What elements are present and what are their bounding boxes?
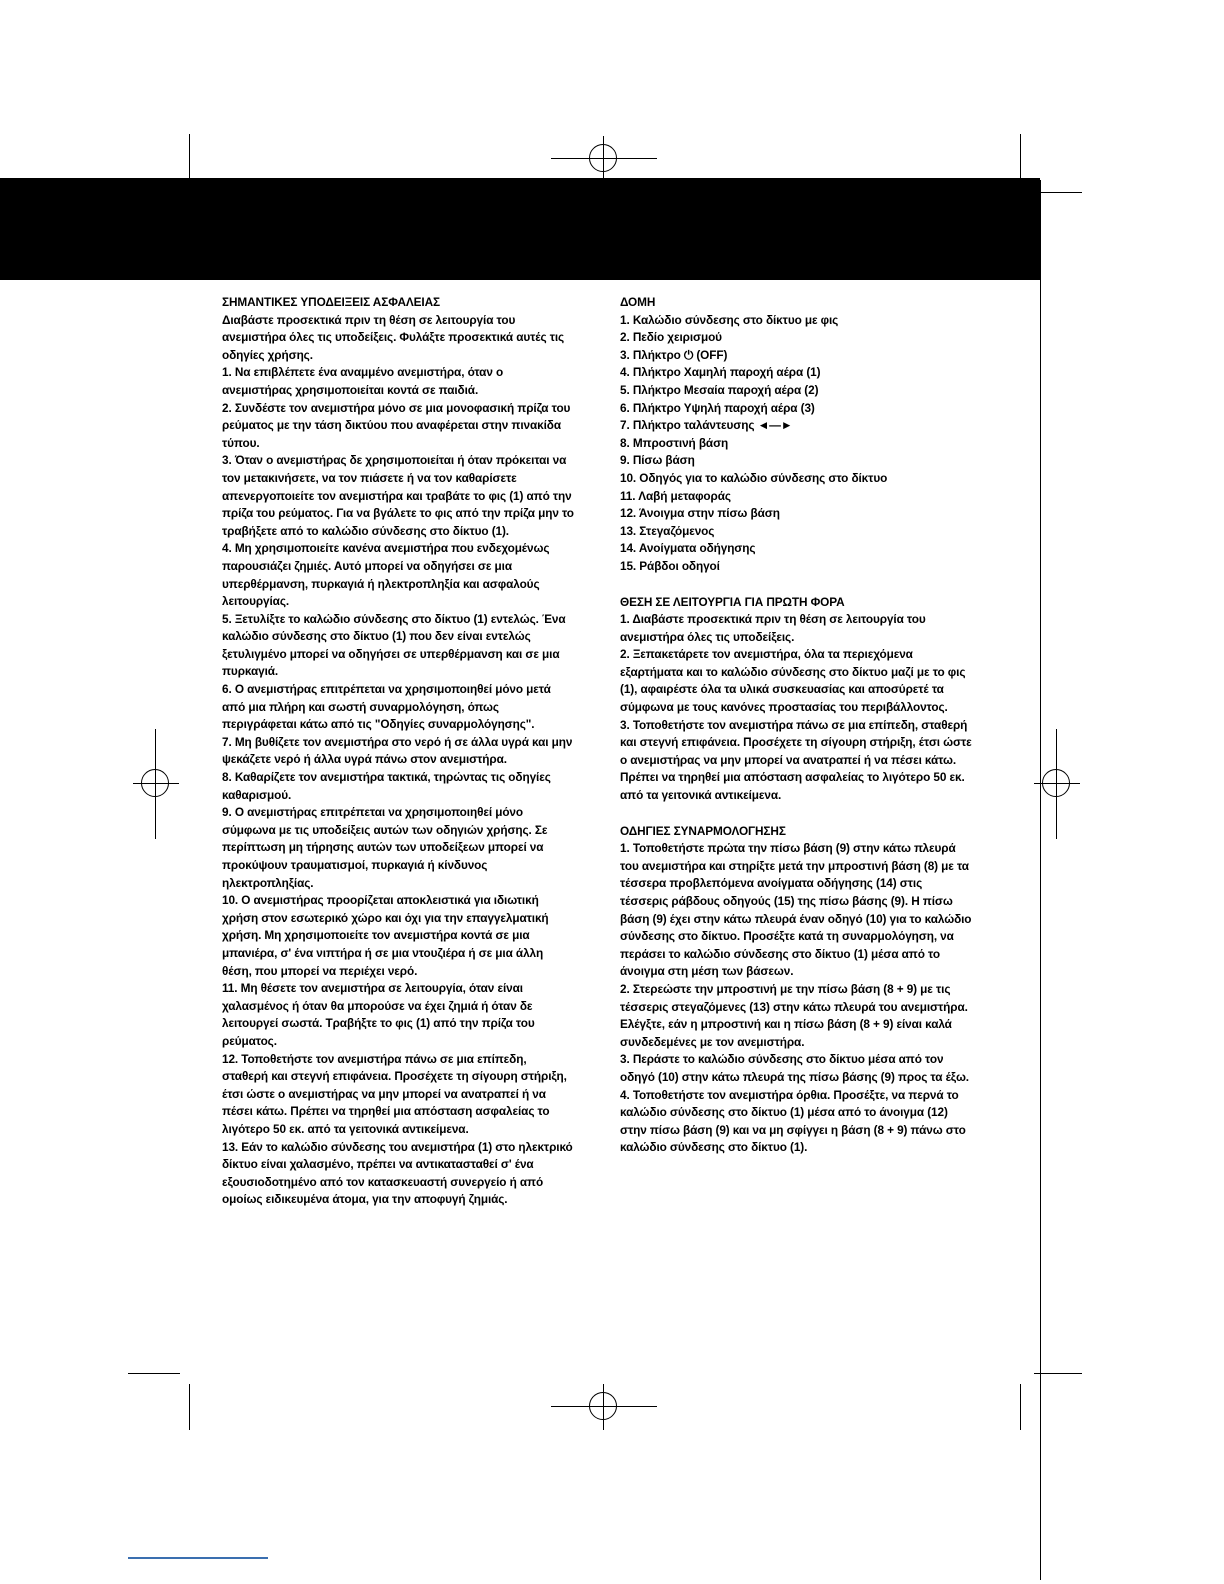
part-item: 15. Ράβδοι οδηγοί (620, 558, 720, 573)
crop-mark-bottom-right-h (1034, 1373, 1082, 1374)
safety-item: 11. Μη θέσετε τον ανεμιστήρα σε λειτουργία, όταν είναι χαλασμένος ή όταν θα μπορούσε να έχει ζημιά ή όταν δε λειτουργεί σωστά. Τραβήξτε το φις (1) από την πρίζα του ρεύματος. (222, 981, 535, 1048)
parts-heading: ΔΟΜΗ (620, 295, 656, 309)
part-item: 14. Ανοίγματα οδήγησης (620, 541, 756, 556)
safety-heading: ΣΗΜΑΝΤΙΚΕΣ ΥΠΟΔΕΙΞΕΙΣ ΑΣΦΑΛΕΙΑΣ (222, 295, 441, 309)
assembly-item: 4. Τοποθετήστε τον ανεμιστήρα όρθια. Προσέξτε, να περνά το καλώδιο σύνδεσης στο δίκτυο (1) μέσα από το άνοιγμα (12) στην πίσω βάση (9) και να μη σφίγγει η βάση (8 + 9) πάνω στο καλώδιο σύνδεσης στο δίκτυο (1). (620, 1087, 966, 1155)
registration-mark-bottom (581, 1384, 627, 1430)
first-use-item: 3. Τοποθετήστε τον ανεμιστήρα πάνω σε μια επίπεδη, σταθερή και στεγνή επιφάνεια. Προσέχετε τη σίγουρη στήριξη, έτσι ώστε ο ανεμιστήρας να μην μπορεί να ανατραπεί ή να πέσει κάτω. Πρέπει να τηρηθεί μια απόσταση ασφαλείας το λιγότερο 50 εκ. από τα γειτονικά αντικείμενα. (620, 717, 972, 803)
part-item: 6. Πλήκτρο Υψηλή παροχή αέρα (3) (620, 400, 815, 415)
safety-item: 3. Όταν ο ανεμιστήρας δε χρησιμοποιείται ή όταν πρόκειται να τον μετακινήσετε, να τον πιάσετε ή να τον καθαρίσετε απενεργοποιείτε τον ανεμιστήρα και τραβάτε το φις (1) από την πρίζα του ρεύματος. Για να βγάλετε το φις από την πρίζα μην το τραβήξετε από το καλώδιο σύνδεσης στο δίκτυο (1). (222, 453, 574, 538)
registration-mark-right (1034, 761, 1080, 807)
safety-column (222, 294, 574, 1209)
assembly-item: 2. Στερεώστε την μπροστινή με την πίσω βάση (8 + 9) με τις τέσσερις στεγαζόμενες (13) στην κάτω πλευρά του ανεμιστήρα. Ελέγξτε, εάν η μπροστινή και η πίσω βάση (8 + 9) είναι καλά συνδεδεμένες με τον ανεμιστήρα. (620, 981, 968, 1049)
first-use-item: 1. Διαβάστε προσεκτικά πριν τη θέση σε λειτουργία του ανεμιστήρα όλες τις υποδείξεις. (620, 612, 926, 644)
safety-item: 10. Ο ανεμιστήρας προορίζεται αποκλειστικά για ιδιωτική χρήση στον εσωτερικό χώρο και όχι για την επαγγελματική χρήση. Μη χρησιμοποιείτε τον ανεμιστήρα κοντά σε μια μπανιέρα, σ' ένα νιπτήρα ή σε μια ντουζιέρα ή σε μια άλλη θέση, που μπορεί να περιέχει νερό. (222, 893, 549, 978)
assembly-item: 3. Περάστε το καλώδιο σύνδεσης στο δίκτυο μέσα από τον οδηγό (10) στην κάτω πλευρά της πίσω βάσης (9) προς τα έξω. (620, 1052, 969, 1084)
registration-mark-left (133, 761, 179, 807)
parts-list (620, 312, 972, 576)
safety-item: 9. Ο ανεμιστήρας επιτρέπεται να χρησιμοποιηθεί μόνο σύμφωνα με τις υποδείξεις αυτών των οδηγιών χρήσης. Σε περίπτωση μη τήρησης αυτών των υποδείξεων μπορεί να προκύψουν τραυματισμοί, πυρκαγιά ή κίνδυνος ηλεκτροπληξίας. (222, 805, 548, 890)
header-banner (0, 178, 1040, 280)
part-item: 8. Μπροστινή βάση (620, 435, 729, 450)
first-use-list (620, 611, 972, 805)
safety-list (222, 364, 574, 1209)
part-item: 3. Πλήκτρο ⏻ (OFF) (620, 347, 728, 362)
safety-item: 5. Ξετυλίξτε το καλώδιο σύνδεσης στο δίκτυο (1) εντελώς. Ένα καλώδιο σύνδεσης στο δίκτυο (1) που δεν είναι εντελώς ξετυλιγμένο μπορεί να οδηγήσει σε υπερθέρμανση και σε μια πυρκαγιά. (222, 611, 566, 679)
safety-intro: Διαβάστε προσεκτικά πριν τη θέση σε λειτουργία του ανεμιστήρα όλες τις υποδείξεις. Φυλάξτε προσεκτικά αυτές τις οδηγίες χρήσης. (222, 312, 565, 362)
first-use-heading: ΘΕΣΗ ΣΕ ΛΕΙΤΟΥΡΓΙΑ ΓΙΑ ΠΡΩΤΗ ΦΟΡΑ (620, 594, 845, 609)
assembly-list (620, 840, 972, 1157)
assembly-heading: ΟΔΗΓΙΕΣ ΣΥΝΑΡΜΟΛΟΓΗΣΗΣ (620, 823, 786, 838)
safety-item: 6. Ο ανεμιστήρας επιτρέπεται να χρησιμοποιηθεί μόνο μετά από μια πλήρη και σωστή συναρμολόγηση, όπως περιγράφεται κάτω από τις "Οδηγίες συναρμολόγησης". (222, 682, 551, 732)
crop-mark-top-right-h (1040, 192, 1082, 193)
part-item: 13. Στεγαζόμενος (620, 523, 715, 538)
part-item: 1. Καλώδιο σύνδεσης στο δίκτυο με φις (620, 312, 839, 327)
crop-mark-bottom-left-v (189, 1384, 190, 1430)
part-item: 9. Πίσω βάση (620, 453, 695, 468)
instructions-column (620, 294, 972, 1157)
crop-mark-right-v (1040, 180, 1041, 1580)
part-item: 11. Λαβή μεταφοράς (620, 488, 731, 503)
safety-item: 2. Συνδέστε τον ανεμιστήρα μόνο σε μια μονοφασική πρίζα του ρεύματος με την τάση δικτύου που αναφέρεται στην πινακίδα τύπου. (222, 400, 571, 450)
safety-item: 13. Εάν το καλώδιο σύνδεσης του ανεμιστήρα (1) στο ηλεκτρικό δίκτυο είναι χαλασμένο, πρέπει να αντικατασταθεί σ' ένα εξουσιοδοτημένο από τον κατασκευαστή συνεργείο ή από ομοίως ειδικευμένα άτομα, για την αποφυγή ζημιάς. (222, 1139, 573, 1207)
part-item: 12. Άνοιγμα στην πίσω βάση (620, 506, 780, 521)
part-item: 4. Πλήκτρο Χαμηλή παροχή αέρα (1) (620, 365, 821, 380)
registration-mark-top (581, 136, 627, 182)
part-item: 7. Πλήκτρο ταλάντευσης ◄—► (620, 418, 793, 433)
safety-item: 8. Καθαρίζετε τον ανεμιστήρα τακτικά, τηρώντας τις οδηγίες καθαρισμού. (222, 770, 551, 802)
crop-mark-bottom-left-h (128, 1373, 180, 1374)
crop-mark-bottom-right-v (1020, 1384, 1021, 1430)
safety-item: 7. Μη βυθίζετε τον ανεμιστήρα στο νερό ή σε άλλα υγρά και μην ψεκάζετε νερό ή άλλα υγρά πάνω στον ανεμιστήρα. (222, 734, 573, 767)
part-item: 2. Πεδίο χειρισμού (620, 330, 722, 345)
safety-item: 12. Τοποθετήστε τον ανεμιστήρα πάνω σε μια επίπεδη, σταθερή και στεγνή επιφάνεια. Προσέχετε τη σίγουρη στήριξη, έτσι ώστε ο ανεμιστήρας να μην μπορεί να ανατραπεί ή να πέσει κάτω. Πρέπει να τηρηθεί μια απόσταση ασφαλείας το λιγότερο 50 εκ. από τα γειτονικά αντικείμενα. (222, 1051, 567, 1136)
first-use-item: 2. Ξεπακετάρετε τον ανεμιστήρα, όλα τα περιεχόμενα εξαρτήματα και το καλώδιο σύνδεσης στο δίκτυο μαζί με το φις (1), αφαιρέστε όλα τα υλικά συσκευασίας και αποσύρετέ τα σύμφωνα με τους κανόνες προστασίας του περιβάλλοντος. (620, 647, 966, 715)
crop-mark-top-left-v (189, 134, 190, 180)
safety-item: 1. Να επιβλέπετε ένα αναμμένο ανεμιστήρα, όταν ο ανεμιστήρας χρησιμοποιείται κοντά σε παιδιά. (222, 365, 504, 397)
part-item: 10. Οδηγός για το καλώδιο σύνδεσης στο δίκτυο (620, 470, 888, 485)
assembly-item: 1. Τοποθετήστε πρώτα την πίσω βάση (9) στην κάτω πλευρά του ανεμιστήρα και στηρίξτε μετά την μπροστινή βάση (8) με τα τέσσερα προβλεπόμενα ανοίγματα οδήγησης (14) στις τέσσερις ράβδους οδηγούς (15) της πίσω βάσης (9). Η πίσω βάση (9) έχει στην κάτω πλευρά έναν οδηγό (10) για το καλώδιο σύνδεσης στο δίκτυο. Προσέξτε κατά τη συναρμολόγηση, να περάσει το καλώδιο σύνδεσης στο δίκτυο (1) μέσα από το άνοιγμα στη μέση των βάσεων. (620, 841, 972, 979)
crop-mark-top-right-v (1020, 134, 1021, 180)
part-item: 5. Πλήκτρο Μεσαία παροχή αέρα (2) (620, 382, 819, 397)
safety-item: 4. Μη χρησιμοποιείτε κανένα ανεμιστήρα που ενδεχομένως παρουσιάζει ζημιές. Αυτό μπορεί να οδηγήσει σε μια υπερθέρμανση, πυρκαγιά ή ηλεκτροπληξία και ασφαλούς λειτουργίας. (222, 541, 550, 609)
bottom-rule (128, 1557, 268, 1559)
